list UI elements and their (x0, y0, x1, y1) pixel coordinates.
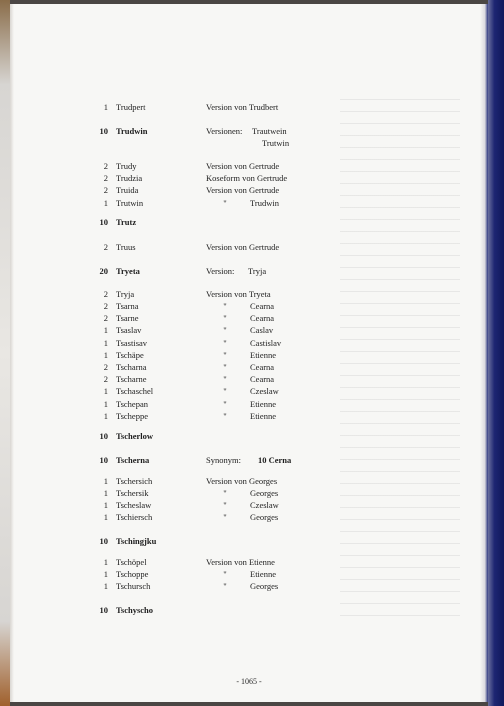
entry-count: 2 (103, 374, 108, 384)
entry-name: Trutz (116, 217, 137, 227)
entry-target: Czeslaw (250, 386, 279, 396)
entry-count: 10 (99, 455, 108, 465)
entry-name: Tsarne (116, 313, 139, 323)
entry-name: Trudzia (116, 173, 143, 183)
ditto-mark: " (223, 374, 227, 384)
ditto-mark: " (223, 569, 227, 579)
entry-target: Etienne (250, 569, 276, 579)
index-entry (10, 241, 488, 254)
entry-count: 1 (103, 411, 108, 421)
entry-count: 1 (103, 198, 108, 208)
ditto-mark: " (223, 301, 227, 311)
entry-count: 1 (103, 476, 108, 486)
entry-count: 2 (103, 185, 108, 195)
entry-count: 1 (103, 581, 108, 591)
book-binding-left (0, 0, 10, 706)
entry-count: 2 (103, 242, 108, 252)
entry-count: 1 (103, 500, 108, 510)
entry-count: 20 (99, 266, 108, 276)
entry-relation: Version von Gertrude (206, 161, 280, 171)
entry-name: Tscharne (116, 374, 147, 384)
index-entry-heading (10, 454, 488, 467)
entry-relation: Version von Etienne (206, 557, 275, 567)
entry-name: Tscheppe (116, 411, 148, 421)
ditto-mark: " (223, 325, 227, 335)
entry-target: Cearna (250, 301, 275, 311)
entry-name: Tschiersch (116, 512, 153, 522)
entry-target: Tryja (248, 266, 267, 276)
entry-target: Etienne (250, 350, 276, 360)
index-entry (10, 101, 488, 114)
entry-count: 2 (103, 301, 108, 311)
entry-count: 2 (103, 289, 108, 299)
entry-relation: Version: (206, 266, 235, 276)
entry-relation: Version von Gertrude (206, 185, 280, 195)
entry-name: Trudy (116, 161, 137, 171)
entry-name: Tsarna (116, 301, 139, 311)
index-entry (10, 580, 488, 593)
entry-name: Tschersik (116, 488, 149, 498)
entry-target: Czeslaw (250, 500, 279, 510)
entry-name: Truus (116, 242, 136, 252)
book-cover-right (488, 0, 504, 706)
entry-target: Georges (250, 581, 279, 591)
entry-count: 10 (99, 431, 108, 441)
ditto-mark: " (223, 350, 227, 360)
entry-relation: Version von Tryeta (206, 289, 271, 299)
entry-name: Trutwin (116, 198, 144, 208)
ditto-mark: " (223, 512, 227, 522)
entry-name: Tryja (116, 289, 135, 299)
ditto-mark: " (223, 581, 227, 591)
entry-relation: Version von Georges (206, 476, 278, 486)
entry-relation: Versionen: (206, 126, 243, 136)
entry-target-continuation: Trutwin (262, 138, 290, 148)
index-entry (10, 410, 488, 423)
entry-target: Trudwin (250, 198, 279, 208)
entry-target: Castislav (250, 338, 282, 348)
ditto-mark: " (223, 488, 227, 498)
entry-name: Truida (116, 185, 139, 195)
entry-target: Caslav (250, 325, 274, 335)
entry-name: Tschäpe (116, 350, 144, 360)
entry-name: Trudpert (116, 102, 146, 112)
entry-count: 1 (103, 569, 108, 579)
entry-name: Tschaschel (116, 386, 154, 396)
book-page (10, 4, 488, 702)
entry-count: 2 (103, 161, 108, 171)
ditto-mark: " (223, 411, 227, 421)
ditto-mark: " (223, 500, 227, 510)
entry-count: 1 (103, 325, 108, 335)
entry-count: 1 (103, 338, 108, 348)
entry-name: Tschyscho (116, 605, 154, 615)
entry-count: 10 (99, 126, 108, 136)
entry-name: Tschoppe (116, 569, 149, 579)
entry-name: Tschöpel (116, 557, 147, 567)
entry-relation: Synonym: (206, 455, 241, 465)
entry-count: 1 (103, 399, 108, 409)
ditto-mark: " (223, 198, 227, 208)
ditto-mark: " (223, 362, 227, 372)
entry-target: 10 Cerna (258, 455, 292, 465)
entry-target: Cearna (250, 362, 275, 372)
index-entry-heading (10, 125, 488, 148)
entry-count: 10 (99, 536, 108, 546)
entry-count: 1 (103, 102, 108, 112)
page-number: - 1065 - (236, 677, 262, 686)
ditto-mark: " (223, 386, 227, 396)
ditto-mark: " (223, 338, 227, 348)
entry-name: Tryeta (116, 266, 140, 276)
entry-count: 1 (103, 488, 108, 498)
entry-name: Tscherlow (116, 431, 153, 441)
entry-target: Georges (250, 488, 279, 498)
index-entry (10, 184, 488, 197)
entry-name: Tschersich (116, 476, 153, 486)
entry-relation: Koseform von Gertrude (206, 173, 288, 183)
entry-name: Tschursch (116, 581, 151, 591)
entry-count: 1 (103, 557, 108, 567)
ditto-mark: " (223, 399, 227, 409)
index-entry-heading (10, 535, 488, 548)
entry-count: 2 (103, 313, 108, 323)
entry-count: 2 (103, 173, 108, 183)
index-entry-heading (10, 216, 488, 229)
ditto-mark: " (223, 313, 227, 323)
entry-name: Tscheslaw (116, 500, 152, 510)
entry-count: 1 (103, 386, 108, 396)
entry-count: 10 (99, 605, 108, 615)
index-entry (10, 385, 488, 398)
entry-name: Tscharna (116, 362, 147, 372)
entry-count: 10 (99, 217, 108, 227)
index-entry-heading (10, 604, 488, 617)
index-entry-heading (10, 430, 488, 443)
index-entry-heading (10, 265, 488, 278)
entry-name: Tschepan (116, 399, 148, 409)
entry-count: 2 (103, 362, 108, 372)
index-entry (10, 511, 488, 524)
entry-name: Tscherna (116, 455, 150, 465)
entry-target: Etienne (250, 399, 276, 409)
entry-relation: Version von Gertrude (206, 242, 280, 252)
index-entry (10, 197, 488, 210)
entry-target: Trautwein (252, 126, 287, 136)
entry-count: 1 (103, 512, 108, 522)
entry-target: Cearna (250, 374, 275, 384)
entry-name: Tsastisav (116, 338, 148, 348)
entry-name: Trudwin (116, 126, 148, 136)
entry-target: Cearna (250, 313, 275, 323)
index-entry (10, 324, 488, 337)
entry-name: Tsaslav (116, 325, 142, 335)
entry-count: 1 (103, 350, 108, 360)
entry-target: Georges (250, 512, 279, 522)
entry-relation: Version von Trudbert (206, 102, 279, 112)
entry-target: Etienne (250, 411, 276, 421)
entry-name: Tschingjku (116, 536, 157, 546)
